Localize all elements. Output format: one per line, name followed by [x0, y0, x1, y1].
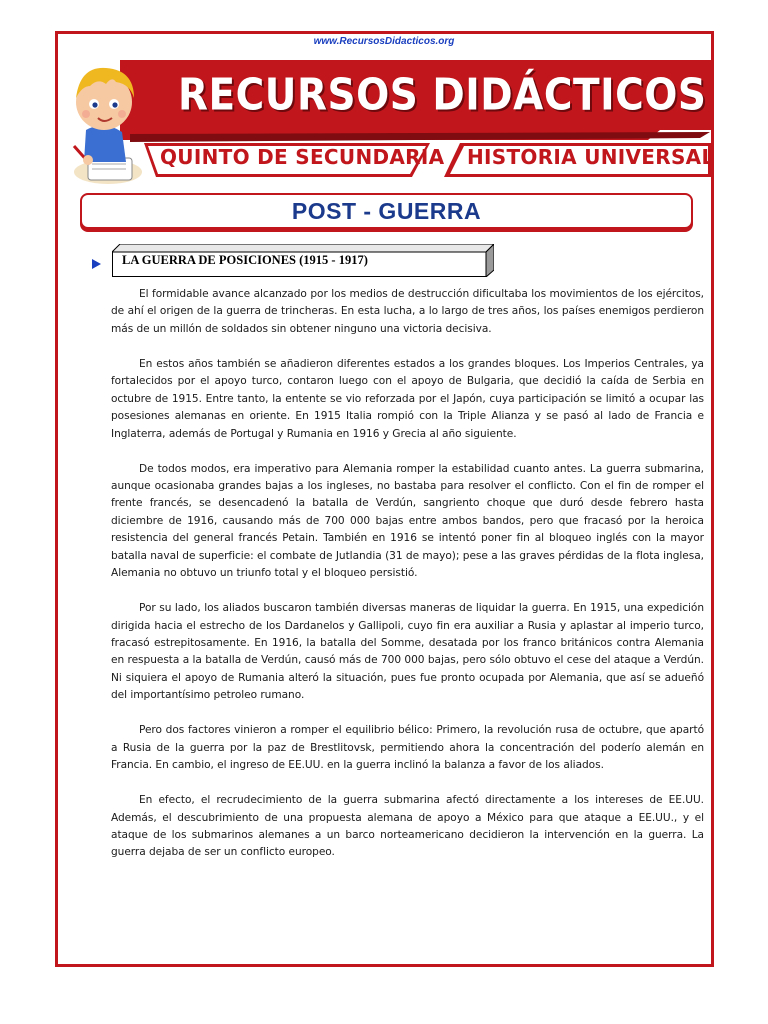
- paragraph: Pero dos factores vinieron a romper el equilibrio bélico: Primero, la revolución rusa de octubre, que apartó a Rusia de la guerra por la paz de Brestlitovsk, permitiendo ahora la concentración del poderío alemán en Francia. En cambio, el ingreso de EE.UU. en la guerra inclinó la balanza a favor de los aliados.: [111, 724, 704, 772]
- subject-label: HISTORIA UNIVERSAL: [467, 145, 715, 169]
- paragraph: De todos modos, era imperativo para Alemania romper la estabilidad cuanto antes. La guerra submarina, aunque ocasionaba grandes bajas a los ingleses, no bastaba para resolver el conflicto. Con el fin de romper el frente francés, se desencadenó la batalla de Verdún, sangriento choque que duró desde febrero hasta diciembre de 1916, causando más de 700 000 bajas entre ambos bandos, pero que fracasó por la heroica resistencia del general francés Petain. También en 1916 se intentó poner fin al bloqueo inglés con la mayor batalla naval de superficie: el combate de Jutlandia (31 de mayo); pese a las graves pérdidas de la flota inglesa, Alemania no obtuvo un triunfo total y el bloqueo persistió.: [111, 462, 704, 580]
- document-title: POST - GUERRA: [291, 197, 482, 224]
- paragraph: El formidable avance alcanzado por los medios de destrucción dificultaba los movimientos de los ejércitos, de ahí el origen de la guerra de trincheras. En esta lucha, a lo largo de tres años, los países enemigos perdieron más de un millón de soldados sin obtener ninguno una victoria decisiva.: [111, 288, 704, 335]
- brand-title: RECURSOS DIDÁCTICOS: [178, 70, 707, 121]
- triangle-bullet-icon: [92, 259, 101, 269]
- site-url[interactable]: www.RecursosDidacticos.org: [313, 36, 455, 47]
- paragraph: En efecto, el recrudecimiento de la guerra submarina afectó directamente a los intereses de EE.UU. Además, el descubrimiento de una propuesta alemana de apoyo a México para que ataque a EE.UU., y el ataque de los submarinos alemanes a un barco norteamericano decidieron la intervención en la guerra. La guerra dejaba de ser un conflicto europeo.: [111, 794, 704, 859]
- grade-label: QUINTO DE SECUNDARIA: [160, 145, 445, 169]
- document-body: [111, 286, 704, 879]
- paragraph: En estos años también se añadieron diferentes estados a los grandes bloques. Los Imperios Centrales, ya fortalecidos por el apoyo turco, contaron luego con el apoyo de Bulgaria, que decidió la caída de Serbia en octubre de 1915. Entre tanto, la entente se vio reforzada por el Japón, cuya participación se limitó a ocupar las posesiones alemanas en oriente. En 1915 Italia rompió con la Triple Alianza y se pasó al lado de Francia e Inglaterra, además de Portugal y Rumania en 1916 y Grecia al año siguiente.: [111, 357, 704, 440]
- paragraph: Por su lado, los aliados buscaron también diversas maneras de liquidar la guerra. En 1915, una expedición dirigida hacia el estrecho de los Dardanelos y Gallipoli, cuyo fin era auxiliar a Rusia y aplastar al imperio turco, fracasó estrepitosamente. En 1916, la batalla del Somme, desatada por los franco británicos contra Alemania en respuesta a la batalla de Verdún, causó más de 700 000 bajas, pero sólo obtuvo el cese del ataque a Verdún. Ni siquiera el apoyo de Rumania alteró la situación, pues fue pronto ocupada por Alemania, que así se adueñó del importantísimo petroleo rumano.: [111, 602, 704, 702]
- section-heading: LA GUERRA DE POSICIONES (1915 - 1917): [122, 253, 368, 267]
- document-title-box: [80, 193, 693, 229]
